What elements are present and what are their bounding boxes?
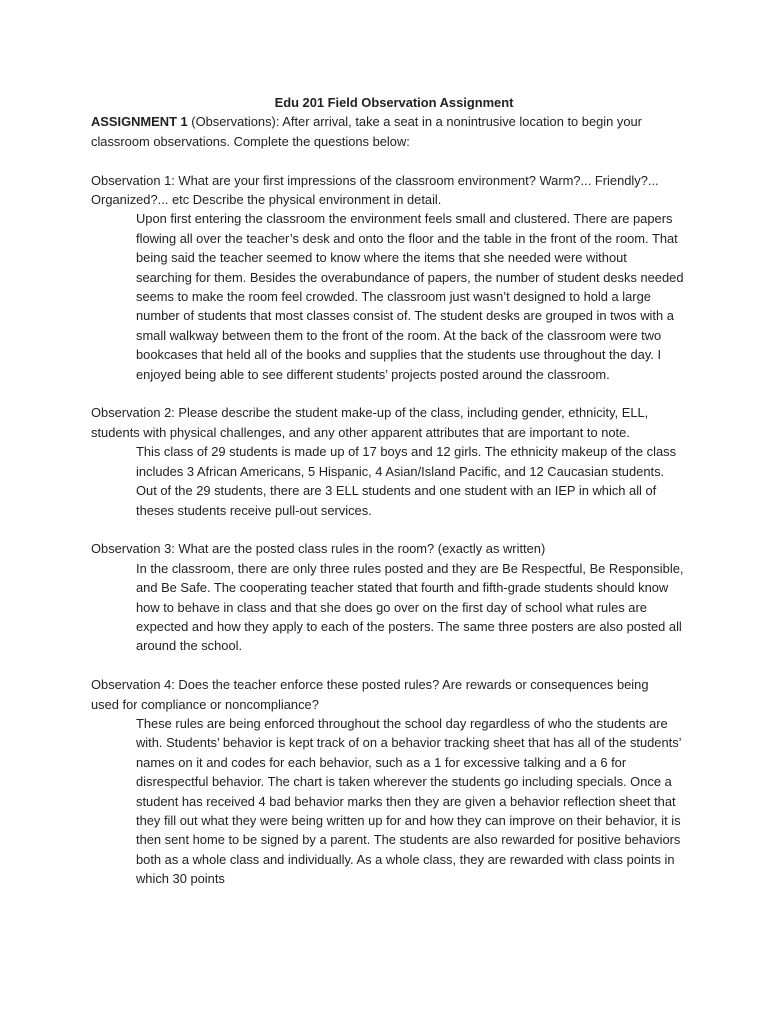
observation-4-question: Observation 4: Does the teacher enforce these posted rules? Are rewards or consequences being used for compliance or noncompliance? (91, 677, 649, 712)
observation-1-answer: Upon first entering the classroom the environment feels small and clustered. There are papers flowing all over the teacher’s desk and onto the floor and the table in the front of the room. That being said the teacher seemed to know where the items that she needed were without searching for them. Besides the overabundance of papers, the number of student desks needed seems to make the room feel crowded. The classroom just wasn’t designed to hold a large number of students that most classes consist of. The student desks are grouped in twos with a small walkway between them to the front of the room. At the back of the classroom were two bookcases that held all of the books and supplies that the students use throughout the day. I enjoyed being able to see different students’ projects posted around the classroom. (136, 211, 684, 382)
assignment-instructions: (Observations): After arrival, take a seat in a nonintrusive location to begin your classroom observations. Complete the questions below: (91, 114, 642, 149)
observation-4-answer: These rules are being enforced throughout the school day regardless of who the students are with. Students’ behavior is kept track of on a behavior tracking sheet that has all of the students’ names on it and codes for each behavior, such as a 1 for excessive talking and a 6 for disrespectful behavior. The chart is taken wherever the students go including specials. Once a student has received 4 bad behavior marks then they are given a behavior reflection sheet that they fill out what they were being written up for and how they can improve on their behavior, it is then sent home to be signed by a parent. The students are also rewarded for positive behaviors both as a whole class and individually. As a whole class, they are rewarded with class points in which 30 points (136, 715, 682, 887)
document-body (91, 93, 691, 889)
observation-2-answer: This class of 29 students is made up of 17 boys and 12 girls. The ethnicity makeup of the class includes 3 African Americans, 5 Hispanic, 4 Asian/Island Pacific, and 12 Caucasian students. Out of the 29 students, there are 3 ELL students and one student with an IEP in which all of theses students receive pull-out services. (136, 444, 677, 518)
observation-1-question: Observation 1: What are your first impressions of the classroom environment? Warm?... Friendly?... Organized?... etc Describe the physical environment in detail. (91, 172, 659, 208)
observation-2-question: Observation 2: Please describe the student make-up of the class, including gender, ethnicity, ELL, students with physical challenges, and any other apparent attributes that are important to note. (91, 405, 649, 440)
observation-3-question: Observation 3: What are the posted class rules in the room? (exactly as written) (91, 541, 546, 557)
spacer (91, 151, 691, 170)
spacer (91, 656, 691, 675)
document-title: Edu 201 Field Observation Assignment (274, 95, 514, 110)
spacer (91, 520, 691, 539)
assignment-label: ASSIGNMENT 1 (91, 114, 188, 130)
assignment-intro (91, 112, 661, 151)
spacer (91, 384, 691, 403)
observation-3-answer: In the classroom, there are only three rules posted and they are Be Respectful, Be Responsible, and Be Safe. The cooperating teacher stated that fourth and fifth-grade students should know how to behave in class and that she does go over on the first day of school what rules are expected and how they apply to each of the posters. The same three posters are also posted all around the school. (136, 560, 684, 654)
